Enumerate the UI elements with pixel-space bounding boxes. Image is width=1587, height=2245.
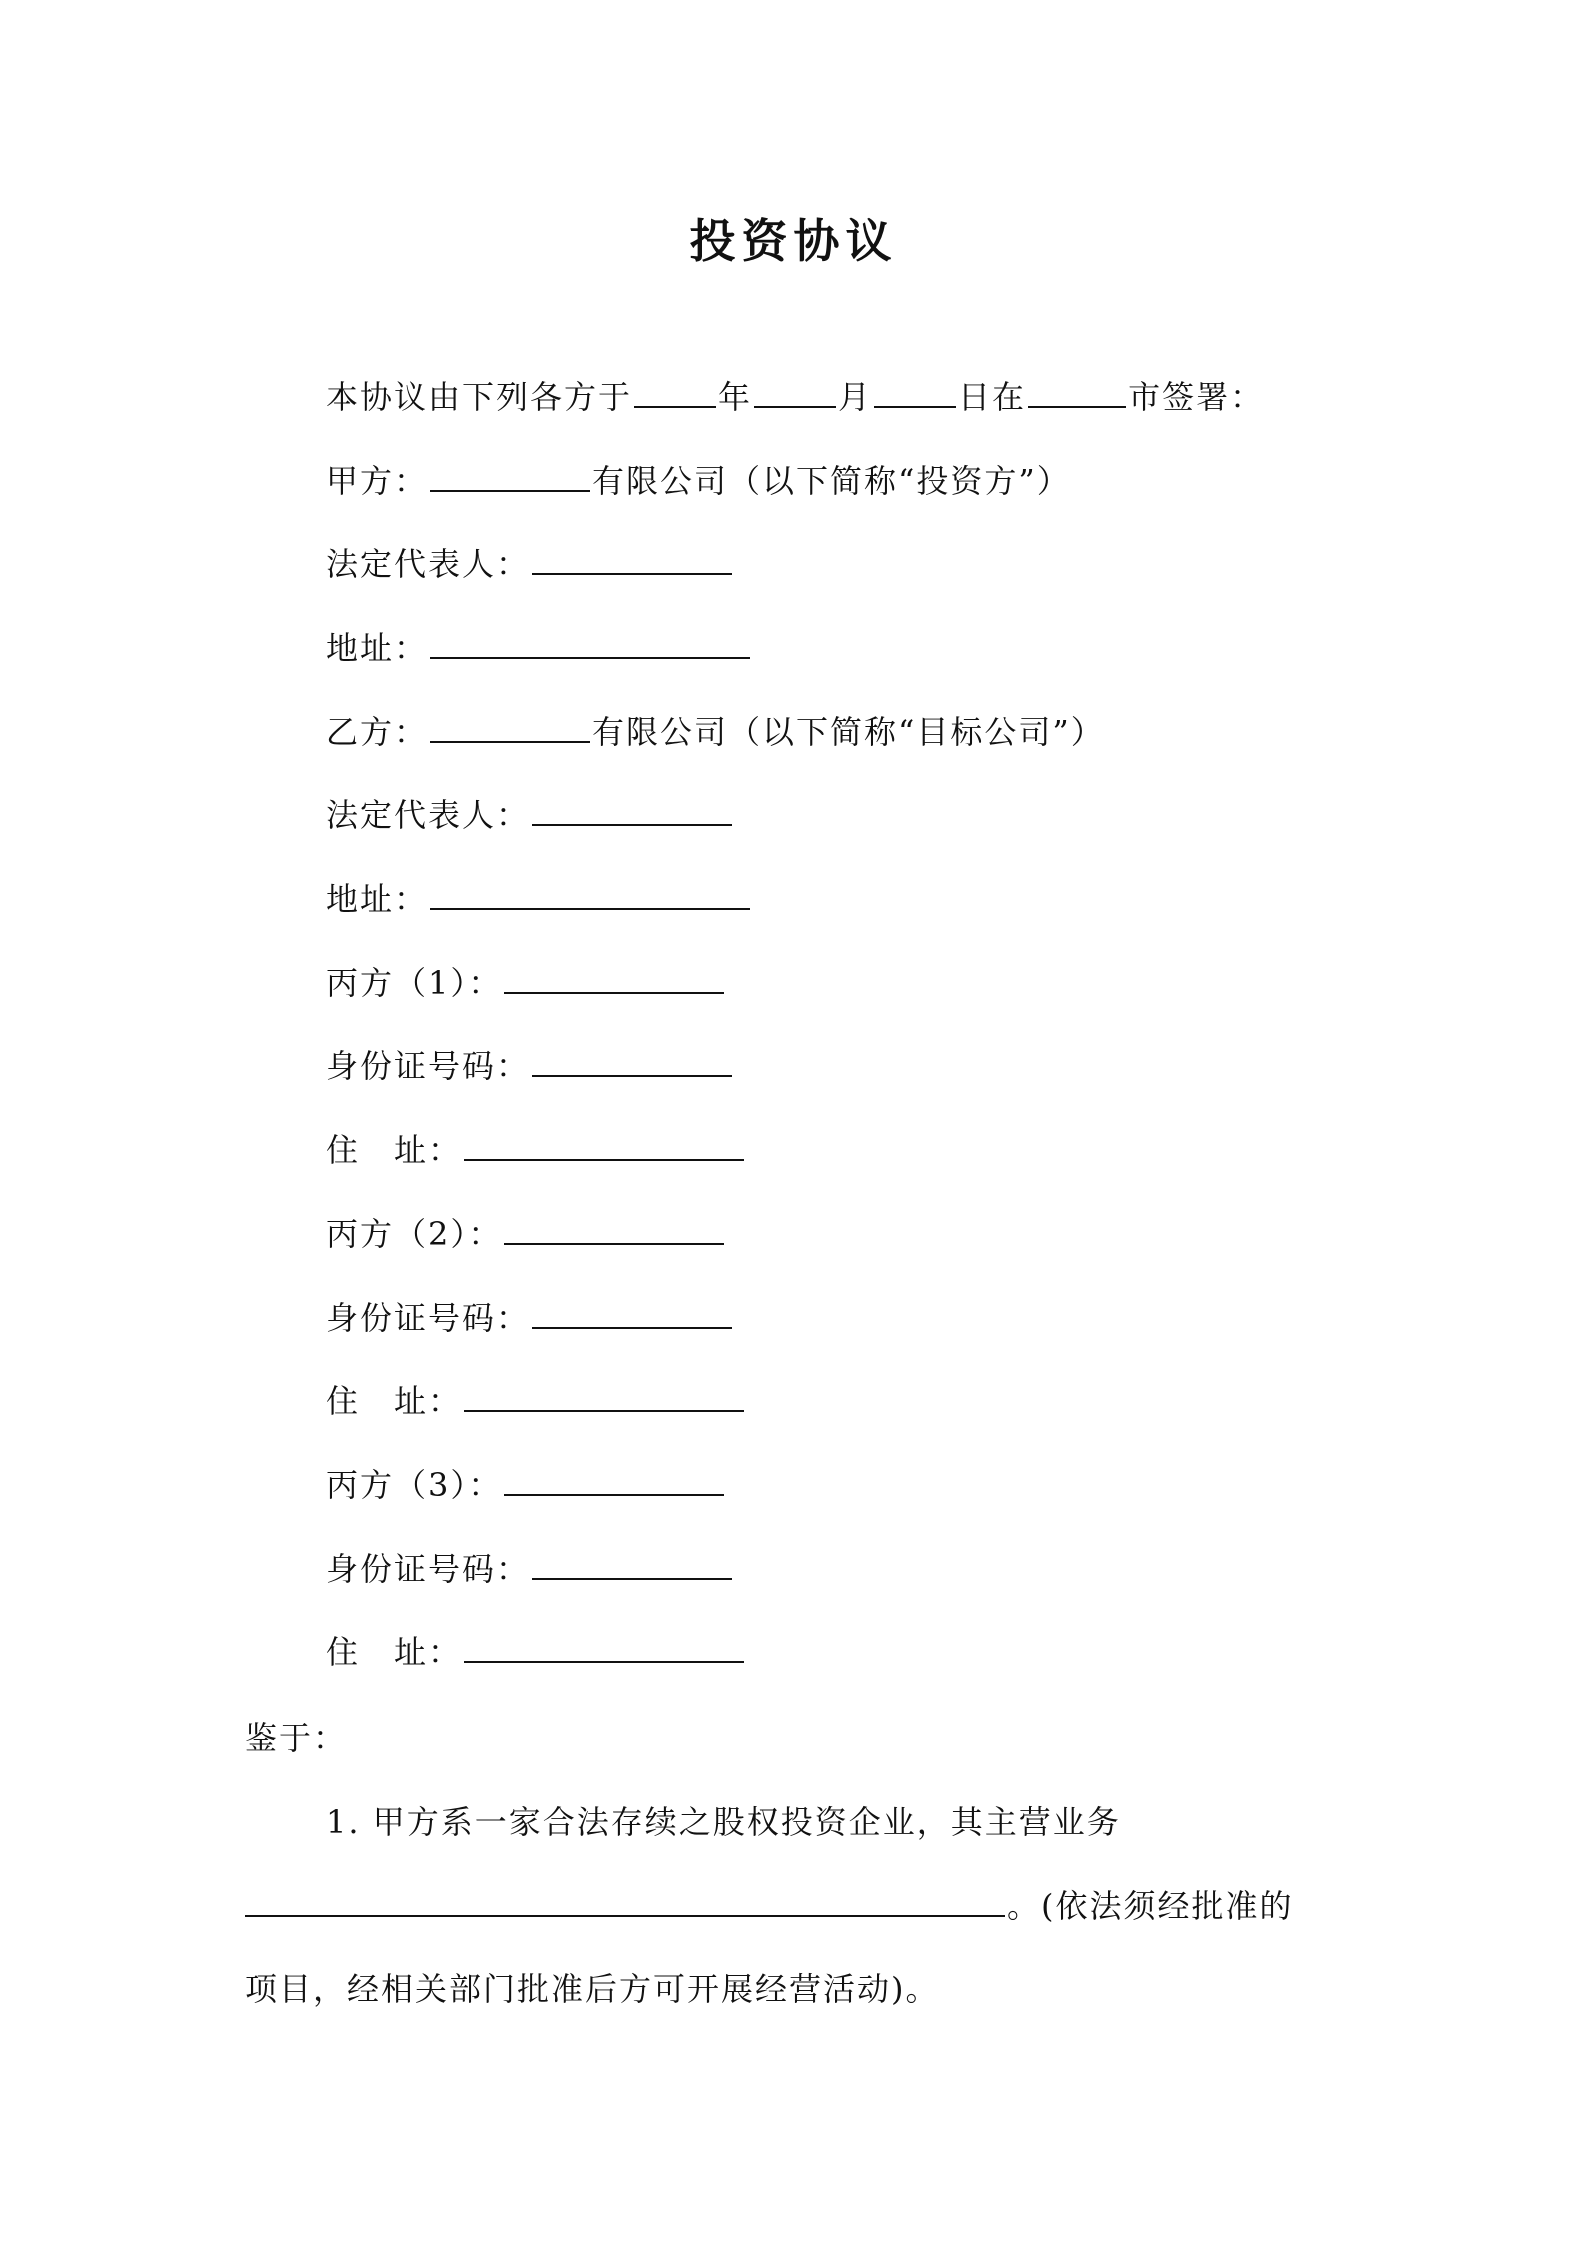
party-a-addr-line: 地址：	[326, 627, 752, 668]
party-c3-line: 丙方（3）：	[326, 1464, 726, 1505]
party-c2-name-blank[interactable]	[504, 1213, 724, 1245]
party-a-line: 甲方： 有限公司（以下简称“投资方”）	[326, 462, 1071, 500]
day-blank[interactable]	[874, 376, 956, 408]
party-c2-id-blank[interactable]	[532, 1297, 732, 1329]
party-b-name-blank[interactable]	[430, 711, 590, 743]
party-b-rep-blank[interactable]	[532, 794, 732, 826]
party-a-addr-blank[interactable]	[430, 627, 750, 659]
party-c2-line: 丙方（2）：	[326, 1213, 726, 1254]
party-c3-name-blank[interactable]	[504, 1464, 724, 1496]
party-c1-addr-blank[interactable]	[464, 1129, 744, 1161]
main-business-blank[interactable]	[245, 1885, 1005, 1917]
month-blank[interactable]	[754, 376, 836, 408]
party-a-name-blank[interactable]	[430, 460, 590, 492]
party-c2-id-line: 身份证号码：	[326, 1297, 734, 1338]
party-a-rep-line: 法定代表人：	[326, 543, 734, 584]
clause-1-line-1: 1. 甲方系一家合法存续之股权投资企业，其主营业务	[326, 1803, 1121, 1841]
party-b-rep-line: 法定代表人：	[326, 794, 734, 835]
party-c2-addr-line: 住 址：	[326, 1380, 746, 1421]
party-b-line: 乙方： 有限公司（以下简称“目标公司”）	[326, 713, 1105, 751]
party-c2-addr-blank[interactable]	[464, 1380, 744, 1412]
party-c1-name-blank[interactable]	[504, 962, 724, 994]
party-c1-addr-line: 住 址：	[326, 1129, 746, 1170]
city-blank[interactable]	[1028, 376, 1126, 408]
whereas-heading: 鉴于：	[245, 1719, 348, 1757]
party-c1-id-line: 身份证号码：	[326, 1045, 734, 1086]
year-blank[interactable]	[634, 376, 716, 408]
party-c3-id-line: 身份证号码：	[326, 1548, 734, 1589]
party-a-rep-blank[interactable]	[532, 543, 732, 575]
party-b-addr-blank[interactable]	[430, 878, 750, 910]
clause-1-line-3: 项目，经相关部门批准后方可开展经营活动)。	[245, 1970, 940, 2008]
clause-1-line-2: 。(依法须经批准的	[245, 1885, 1294, 1926]
party-c3-id-blank[interactable]	[532, 1548, 732, 1580]
party-c3-addr-blank[interactable]	[464, 1631, 744, 1663]
document-title: 投资协议	[689, 214, 898, 268]
party-b-addr-line: 地址：	[326, 878, 752, 919]
signing-statement: 本协议由下列各方于 年 月 日在 市签署：	[326, 378, 1265, 416]
party-c3-addr-line: 住 址：	[326, 1631, 746, 1672]
party-c1-line: 丙方（1）：	[326, 962, 726, 1003]
party-c1-id-blank[interactable]	[532, 1045, 732, 1077]
